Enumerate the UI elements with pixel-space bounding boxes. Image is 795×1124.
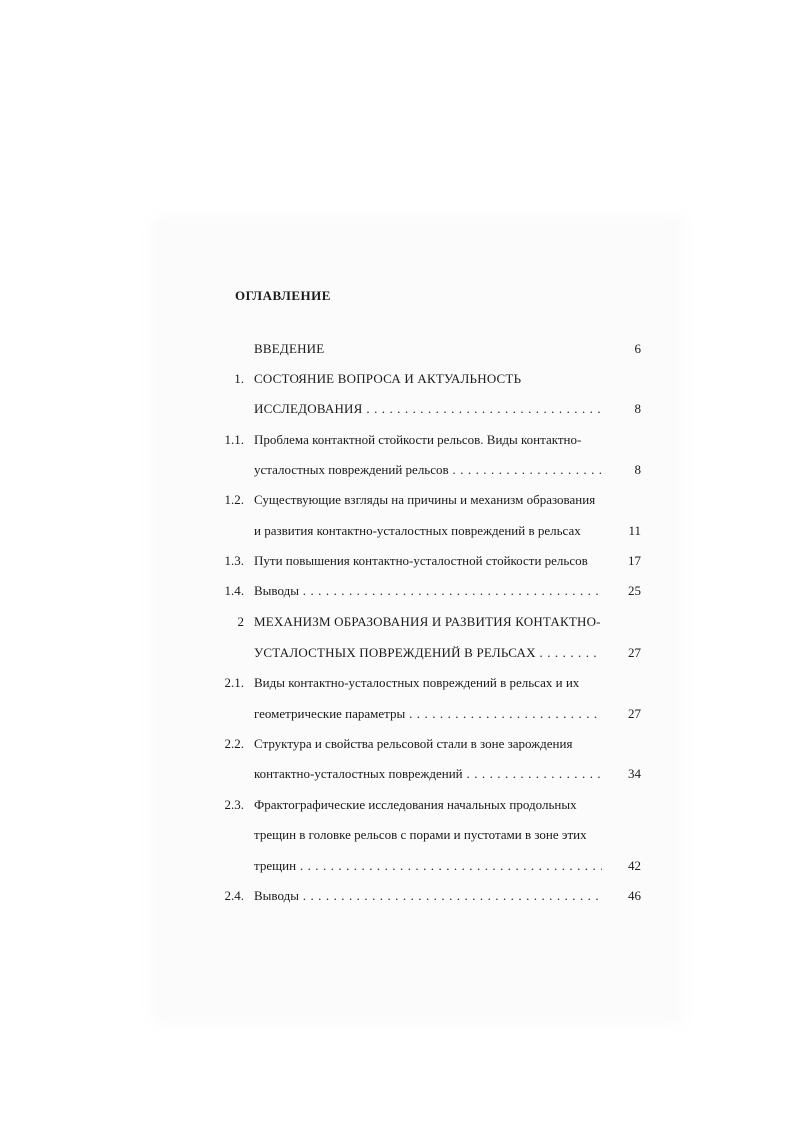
toc-entry-text: контактно-усталостных повреждений . . . xyxy=(254,764,602,784)
toc-entry xyxy=(0,460,795,480)
toc-entry-text: трещин в головке рельсов с порами и пустотами в зоне этих xyxy=(254,827,587,842)
toc-entry xyxy=(0,581,795,601)
toc-entry-page: 8 xyxy=(634,462,641,477)
toc-entry-page: 11 xyxy=(628,523,641,538)
toc-entry-text: Выводы . . . xyxy=(254,581,602,601)
toc-entry-page: 25 xyxy=(628,583,641,598)
toc-entry-number: 2 xyxy=(237,614,244,629)
toc-entry-text: ВВЕДЕНИЕ xyxy=(254,341,325,356)
toc-entry xyxy=(0,369,795,389)
toc-entry-number: 2.1. xyxy=(224,675,244,690)
toc-entry-page: 27 xyxy=(628,645,641,660)
toc-entry-text: УСТАЛОСТНЫХ ПОВРЕЖДЕНИЙ В РЕЛЬСАХ . . . xyxy=(254,643,602,663)
toc-entry-text: геометрические параметры . . . xyxy=(254,704,602,724)
toc-entry-number: 2.3. xyxy=(224,797,244,812)
toc-entry-number: 1.3. xyxy=(224,553,244,568)
toc-entry-number: 2.2. xyxy=(224,736,244,751)
toc-entry xyxy=(0,643,795,663)
toc-entry-text: Существующие взгляды на причины и механизм образования xyxy=(254,492,596,507)
toc-entry xyxy=(0,490,795,510)
toc-entry-number: 1. xyxy=(234,371,244,386)
toc-entry-page: 27 xyxy=(628,706,641,721)
toc-entry-text: Виды контактно-усталостных повреждений в рельсах и их xyxy=(254,675,580,690)
toc-entry-text: ИССЛЕДОВАНИЯ . . . xyxy=(254,399,602,419)
toc-entry-number: 1.1. xyxy=(224,432,244,447)
toc-entry-number: 1.4. xyxy=(224,583,244,598)
toc-entry xyxy=(0,704,795,724)
toc-entry-text: Структура и свойства рельсовой стали в зоне зарождения xyxy=(254,736,573,751)
toc-entry-page: 17 xyxy=(628,553,641,568)
toc-entry xyxy=(0,886,795,906)
toc-entry xyxy=(0,825,795,845)
toc-entry xyxy=(0,551,795,571)
toc-entry-text: Фрактографические исследования начальных продольных xyxy=(254,797,577,812)
toc-entry xyxy=(0,856,795,876)
toc-entry-page: 46 xyxy=(628,888,641,903)
toc-entry-page: 8 xyxy=(634,401,641,416)
toc-entry xyxy=(0,734,795,754)
toc-entry-text: СОСТОЯНИЕ ВОПРОСА И АКТУАЛЬНОСТЬ xyxy=(254,371,522,386)
toc-entry-text: и развития контактно-усталостных повреждений в рельсах xyxy=(254,523,581,538)
toc-entry-page: 6 xyxy=(634,341,641,356)
toc-entry xyxy=(0,521,795,541)
toc-entry-number: 2.4. xyxy=(224,888,244,903)
toc-entry xyxy=(0,612,795,632)
toc-entry-number: 1.2. xyxy=(224,492,244,507)
toc-entry-text: Пути повышения контактно-усталостной стойкости рельсов xyxy=(254,553,588,568)
toc-title: ОГЛАВЛЕНИЕ xyxy=(235,288,331,303)
toc-entry-text: МЕХАНИЗМ ОБРАЗОВАНИЯ И РАЗВИТИЯ КОНТАКТНО- xyxy=(254,614,601,629)
toc-entry xyxy=(0,430,795,450)
toc-entry-text: трещин . . . xyxy=(254,856,602,876)
toc-entry xyxy=(0,673,795,693)
toc-entry xyxy=(0,399,795,419)
toc-entry xyxy=(0,795,795,815)
toc-entry xyxy=(0,764,795,784)
toc-entry-text: Проблема контактной стойкости рельсов. Виды контактно- xyxy=(254,432,582,447)
toc-entry xyxy=(0,339,795,359)
toc-entry-page: 42 xyxy=(628,858,641,873)
toc-entry-page: 34 xyxy=(628,766,641,781)
toc-entry-text: Выводы . . . xyxy=(254,886,602,906)
toc-entry-text: усталостных повреждений рельсов . . . xyxy=(254,460,602,480)
